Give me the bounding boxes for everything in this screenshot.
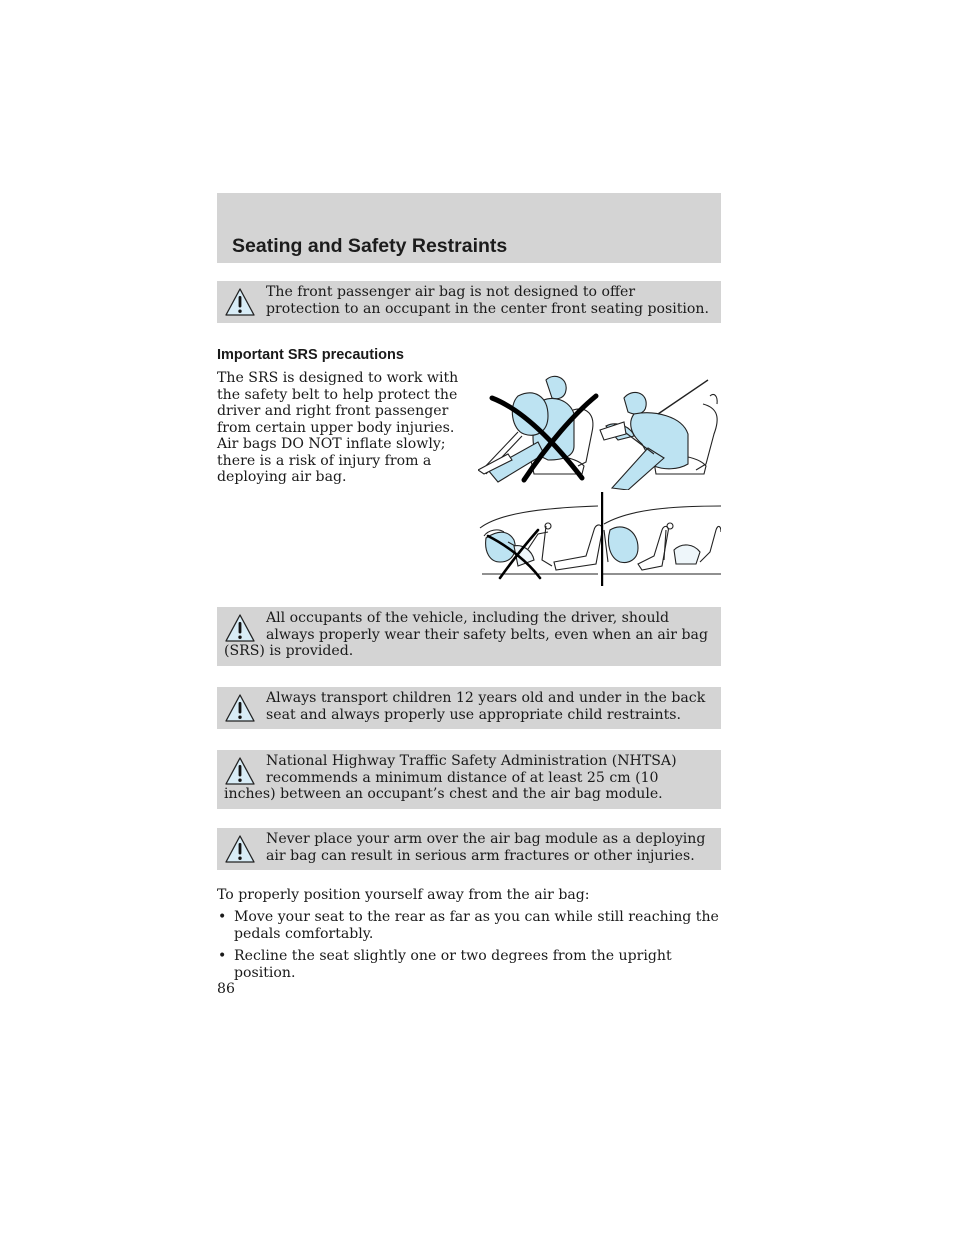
- warning-box-children: [217, 687, 721, 729]
- header-band: [217, 193, 721, 263]
- warning-triangle-icon: [224, 287, 256, 317]
- srs-precautions-heading: Important SRS precautions: [217, 347, 404, 363]
- warning-box-safety-belts: [217, 607, 721, 666]
- warning-text: Always transport children 12 years old and under in the back seat and always properly use appropriate child restraints.: [266, 690, 706, 723]
- warning-box-center-seat: [217, 281, 721, 323]
- warning-text: The front passenger air bag is not designed to offer protection to an occupant in the center front seating position.: [266, 284, 709, 317]
- list-item: • Move your seat to the rear as far as you can while still reaching the pedals comfortably.: [217, 909, 721, 942]
- section-title: Seating and Safety Restraints: [232, 235, 508, 257]
- list-item: • Recline the seat slightly one or two degrees from the upright position.: [217, 948, 721, 981]
- warning-triangle-icon: [224, 693, 256, 723]
- warning-triangle-icon: [224, 613, 256, 643]
- positioning-list: [217, 909, 721, 987]
- child-seat-airbag-illustration: [478, 490, 721, 588]
- warning-box-arm-placement: [217, 828, 721, 870]
- warning-triangle-icon: [224, 756, 256, 786]
- warning-text: Never place your arm over the air bag module as a deploying air bag can result in serious arm fractures or other injuries.: [266, 831, 706, 864]
- warning-triangle-icon: [224, 834, 256, 864]
- occupant-airbag-illustration: [478, 374, 721, 490]
- positioning-intro: To properly position yourself away from the air bag:: [217, 887, 590, 903]
- warning-text: All occupants of the vehicle, including the driver, should always properly wear their safety belts, even when an air bag (SRS) is provided.: [224, 610, 708, 660]
- page-number: 86: [217, 981, 235, 997]
- warning-box-nhtsa-distance: [217, 750, 721, 809]
- srs-body-text: The SRS is designed to work with the safety belt to help protect the driver and right front passenger from certain upper body injuries. Air bags DO NOT inflate slowly; there is a risk of injury from a deploying air bag.: [217, 370, 459, 485]
- warning-text: National Highway Traffic Safety Administration (NHTSA) recommends a minimum distance of at least 25 cm (10 inches) between an occupant’s chest and the air bag module.: [224, 753, 677, 803]
